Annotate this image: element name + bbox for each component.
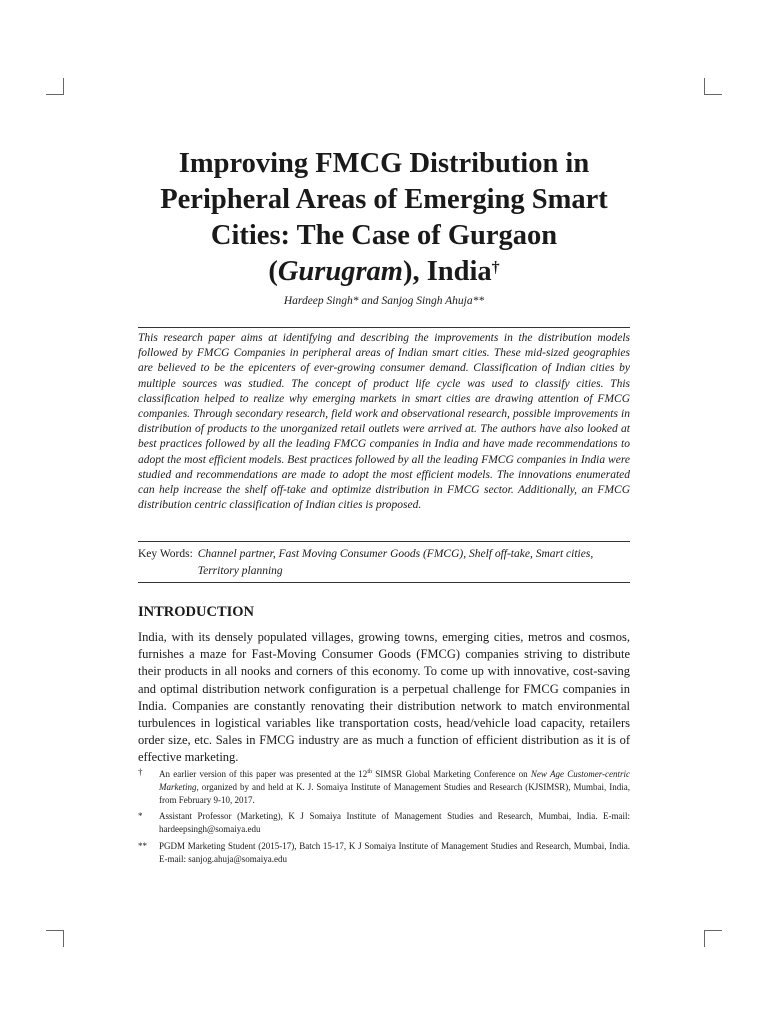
footnote-text: Assistant Professor (Marketing), K J Somaiya Institute of Management Studies and Research, Mumbai, India. E-mail: hardeepsingh@somaiya.edu xyxy=(159,811,630,835)
author-line: Hardeep Singh* and Sanjog Singh Ahuja** xyxy=(283,295,485,307)
crop-mark-bottom-right xyxy=(704,930,722,931)
footnote-italic-title: New Age Customer-centric Marketing xyxy=(159,769,631,792)
footnotes xyxy=(138,766,630,870)
footnote-mark: † xyxy=(138,767,143,777)
title-line-4-italic: Gurugram xyxy=(277,256,403,287)
title-line-3: Cities: The Case of Gurgaon xyxy=(210,220,558,251)
footnote-text-part: SIMSR Global Marketing Conference on xyxy=(371,769,531,779)
crop-mark-top-right xyxy=(704,78,705,95)
section-heading: INTRODUCTION xyxy=(138,604,255,620)
footnote-author-1 xyxy=(138,810,630,836)
crop-mark-top-right xyxy=(704,94,722,95)
keywords-text: Channel partner, Fast Moving Consumer Goods (FMCG), Shelf off-take, Smart cities, Territory planning xyxy=(197,548,594,577)
paper-title xyxy=(120,146,648,290)
footnote-mark: * xyxy=(138,811,143,822)
title-line-2: Peripheral Areas of Emerging Smart xyxy=(160,184,608,215)
footnote-text-part: , organized by and held at K. J. Somaiya Institute of Management Studies and Research (KJSIMSR), Mumbai, India, from February 9-10, 2017. xyxy=(159,781,630,805)
crop-mark-top-left xyxy=(63,78,64,95)
footnote-text-part: An earlier version of this paper was presented at the 12 xyxy=(159,769,368,779)
crop-mark-top-left xyxy=(46,94,64,95)
abstract-bottom-rule xyxy=(138,541,630,542)
keywords-block xyxy=(138,546,630,580)
footnote-superscript: th xyxy=(367,769,372,775)
title-footnote-mark: † xyxy=(491,259,500,276)
crop-mark-bottom-right xyxy=(704,930,705,947)
footnote-mark: ** xyxy=(138,840,147,851)
abstract-text: This research paper aims at identifying and describing the improvements in the distribution models followed by FMCG Companies in peripheral areas of Indian smart cities. These mid-sized geographies are believed to be the epicenters of ever-growing consumer demand. Classification of Indian cities by multiple sources was studied. The concept of product life cycle was used to classify cities. This classification helped to realize why emerging markets in smart cities are drawing attention of FMCG companies. Through secondary research, field work and observational research, possible improvements in distribution of products to the unorganized retail outlets were arrived at. The authors have also looked at best practices followed by all the leading FMCG companies in India and have made recommendations to adopt the most efficient models. Best practices followed by all the leading FMCG companies in India were studied and recommendations are made to adopt the most efficient models. The innovations enumerated can help increase the shelf off-take and optimize distribution in FMCG sector. Additionally, an FMCG distribution centric classification of Indian cities is proposed. xyxy=(138,332,630,512)
crop-mark-bottom-left xyxy=(63,930,64,947)
keywords-label: Key Words: xyxy=(138,548,193,560)
title-line-4-open: ( xyxy=(268,256,278,287)
abstract-top-rule xyxy=(138,327,630,328)
section-body: India, with its densely populated villages, growing towns, emerging cities, metros and cosmos, furnishes a maze for Fast-Moving Consumer Goods (FMCG) companies striving to distribute their products in all nooks and corners of this economy. To come up with innovative, cost-saving and optimal distribution network configuration is a perpetual challenge for FMCG companies in India. Companies are constantly renovating their distribution network to match environmental turbulences in logistical variables like transportation costs, head/vehicle load capacity, retailers order size, etc. Sales in FMCG industry are as much a function of efficient distribution as it is of effective marketing. xyxy=(138,630,630,765)
keywords-bottom-rule xyxy=(138,582,630,583)
title-line-4-rest: ), India xyxy=(402,256,492,287)
title-line-1: Improving FMCG Distribution in xyxy=(178,148,590,179)
crop-mark-bottom-left xyxy=(46,930,64,931)
footnote-text xyxy=(159,766,630,806)
footnote-text: PGDM Marketing Student (2015-17), Batch 15-17, K J Somaiya Institute of Management Studies and Research, Mumbai, India. E-mail: sanjog.ahuja@somaiya.edu xyxy=(159,840,630,864)
footnote-author-2 xyxy=(138,840,630,866)
footnote-dagger xyxy=(138,766,630,806)
